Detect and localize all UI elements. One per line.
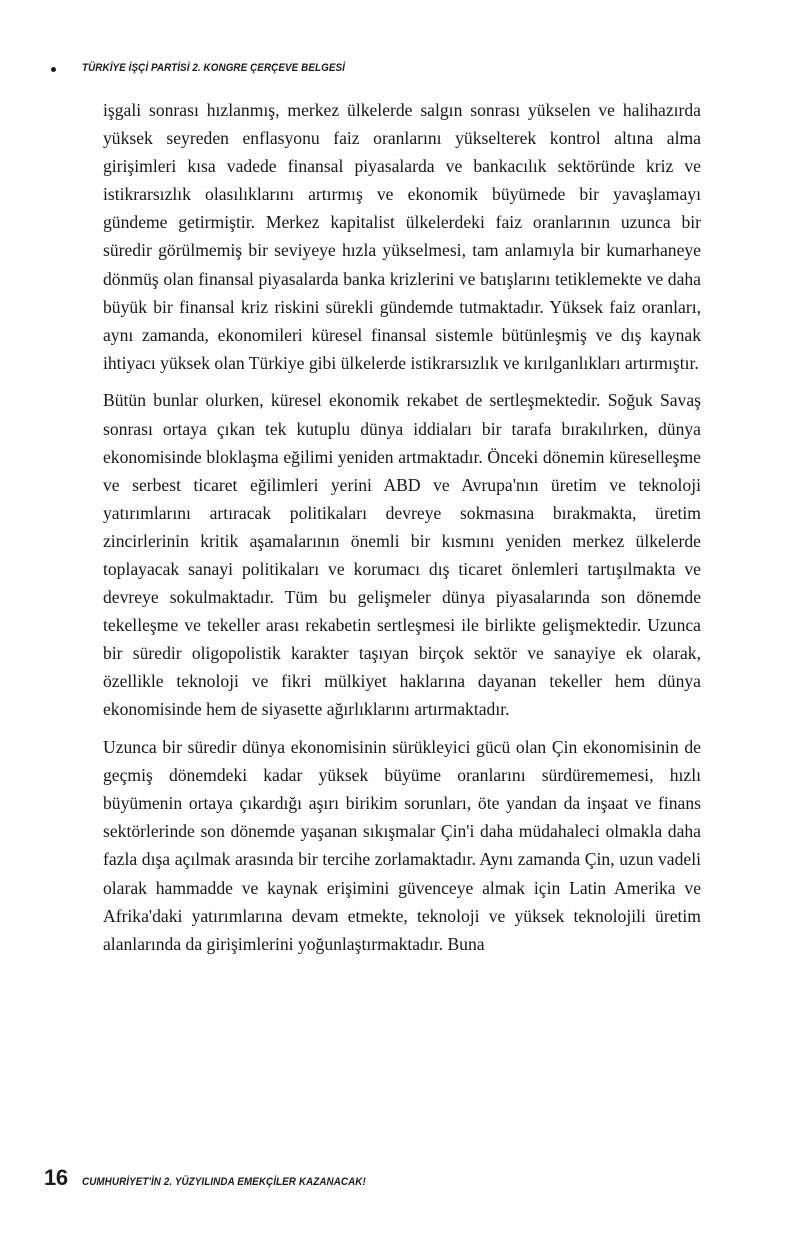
running-header [50, 60, 748, 78]
body-paragraph: işgali sonrası hızlanmış, merkez ülkelerde salgın sonrası yükselen ve halihazırda yüksek seyreden enflasyonu faiz oranlarını yükselterek kontrol altına alma girişimleri kısa vadede finansal piyasalarda ve bankacılık sektöründe kriz ve istikrarsızlık olasılıklarını artırmış ve ekonomik büyümede bir yavaşlamayı gündeme getirmiştir. Merkez kapitalist ülkelerdeki faiz oranlarının uzunca bir süredir görülmemiş bir seviyeye hızla yükselmesi, tam anlamıyla bir kumarhaneye dönmüş olan finansal piyasalarda banka krizlerini ve batışlarını tetiklemekte ve daha büyük bir finansal kriz riskini sürekli gündemde tutmaktadır. Yüksek faiz oranları, aynı zamanda, ekonomileri küresel finansal sistemle bütünleşmiş ve dış kaynak ihtiyacı yüksek olan Türkiye gibi ülkelerde istikrarsızlık ve kırılganlıkları artırmıştır. [103, 100, 701, 373]
page-number: 16 [44, 1165, 68, 1190]
running-footer-title: CUMHURİYET'İN 2. YÜZYILINDA EMEKÇİLER KAZANACAK! [81, 1176, 366, 1188]
running-footer [44, 1167, 404, 1189]
body-paragraph: Uzunca bir süredir dünya ekonomisinin sürükleyici gücü olan Çin ekonomisinin de geçmiş dönemdeki kadar yüksek büyüme oranlarını sürdürememesi, hızlı büyümenin ortaya çıkardığı aşırı birikim sorunları, öte yandan da inşaat ve finans sektörlerinde son dönemde yaşanan sıkışmalar Çin'i daha müdahaleci olmakla daha fazla dışa açılmak arasında bir tercihe zorlamaktadır. Aynı zamanda Çin, uzun vadeli olarak hammadde ve kaynak erişimini güvenceye almak için Latin Amerika ve Afrika'daki yatırımlarına devam etmekte, teknoloji ve yüksek teknolojili üretim alanlarında da girişimlerini yoğunlaştırmaktadır. Buna [103, 737, 701, 954]
bullet-dot-icon [51, 67, 56, 72]
body-paragraph: Bütün bunlar olurken, küresel ekonomik rekabet de sertleşmektedir. Soğuk Savaş sonrası ortaya çıkan tek kutuplu dünya iddiaları bir tarafa bırakılırken, dünya ekonomisinde bloklaşma eğilimi yeniden artmaktadır. Önceki dönemin küreselleşme ve serbest ticaret eğilimleri yerini ABD ve Avrupa'nın üretim ve teknoloji yatırımlarını artıracak politikaları devreye sokmasına bırakmakta, üretim zincirlerinin kritik aşamalarının önemli bir kısmını yeniden merkez ülkelerde toplayacak sanayi politikaları ve korumacı dış ticaret önlemleri tartışılmakta ve devreye sokulmaktadır. Tüm bu gelişmeler dünya piyasalarında son dönemde tekelleşme ve tekeller arası rekabetin sertleşmesi ile birlikte gelişmektedir. Uzunca bir süredir oligopolistik karakter taşıyan birçok sektör ve sanayiye ek olarak, özellikle teknoloji ve fikri mülkiyet haklarına dayanan tekeller hem dünya ekonomisinde hem de siyasette ağırlıklarını artırmaktadır. [103, 390, 701, 720]
running-header-title: TÜRKİYE İŞÇİ PARTİSİ 2. KONGRE ÇERÇEVE BELGESİ [82, 62, 345, 75]
body-text-column [103, 96, 701, 958]
